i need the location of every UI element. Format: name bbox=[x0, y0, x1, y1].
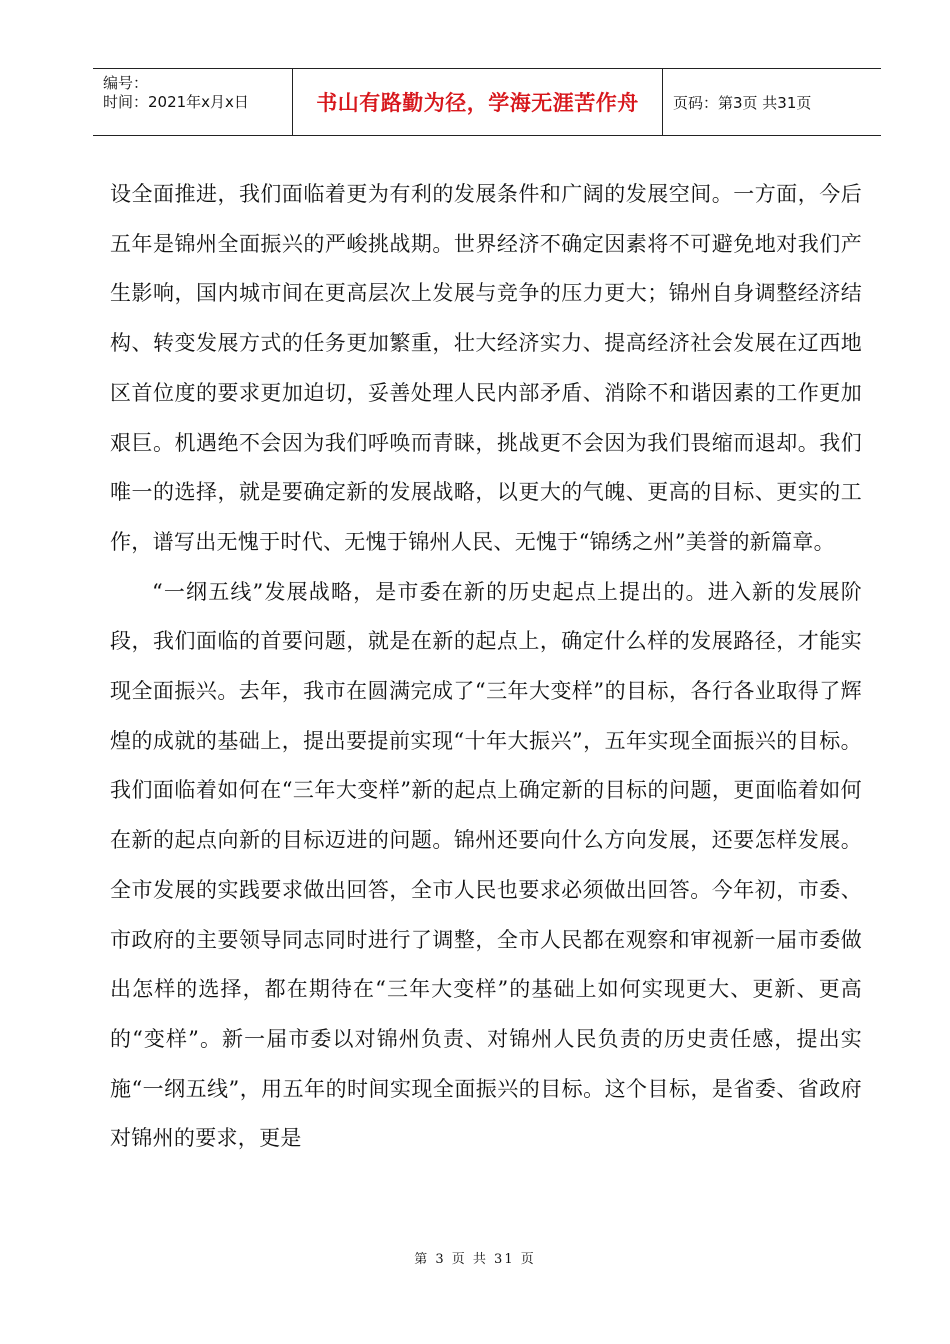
document-time-label: 时间：2021年x月x日 bbox=[103, 93, 249, 111]
header-page-cell bbox=[663, 69, 881, 135]
header-meta-cell bbox=[93, 69, 293, 135]
document-number-label: 编号： bbox=[103, 74, 149, 92]
document-body bbox=[110, 170, 862, 1164]
header-motto-cell bbox=[293, 69, 663, 135]
page-footer: 第 3 页 共 31 页 bbox=[414, 1252, 536, 1267]
paragraph-strategy: “一纲五线”发展战略，是市委在新的历史起点上提出的。进入新的发展阶段，我们面临的首要问题，就是在新的起点上，确定什么样的发展路径，才能实现全面振兴。去年，我市在圆满完成了“三年大变样”的目标，各行各业取得了辉煌的成就的基础上，提出要提前实现“十年大振兴”，五年实现全面振兴的目标。我们面临着如何在“三年大变样”新的起点上确定新的目标的问题，更面临着如何在新的起点向新的目标迈进的问题。锦州还要向什么方向发展，还要怎样发展。全市发展的实践要求做出回答，全市人民也要求必须做出回答。今年初，市委、市政府的主要领导同志同时进行了调整，全市人民都在观察和审视新一届市委做出怎样的选择，都在期待在“三年大变样”的基础上如何实现更大、更新、更高的“变样”。新一届市委以对锦州负责、对锦州人民负责的历史责任感，提出实施“一纲五线”，用五年的时间实现全面振兴的目标。这个目标，是省委、省政府对锦州的要求，更是 bbox=[110, 579, 862, 1151]
page-header bbox=[93, 68, 881, 136]
header-motto: 书山有路勤为径，学海无涯苦作舟 bbox=[316, 90, 639, 115]
header-page-info: 页码：第3页 共31页 bbox=[673, 93, 812, 112]
paragraph-continued: 设全面推进，我们面临着更为有利的发展条件和广阔的发展空间。一方面，今后五年是锦州全面振兴的严峻挑战期。世界经济不确定因素将不可避免地对我们产生影响，国内城市间在更高层次上发展与竞争的压力更大；锦州自身调整经济结构、转变发展方式的任务更加繁重，壮大经济实力、提高经济社会发展在辽西地区首位度的要求更加迫切，妥善处理人民内部矛盾、消除不和谐因素的工作更加艰巨。机遇绝不会因为我们呼唤而青睐，挑战更不会因为我们畏缩而退却。我们唯一的选择，就是要确定新的发展战略，以更大的气魄、更高的目标、更实的工作，谱写出无愧于时代、无愧于锦州人民、无愧于“锦绣之州”美誉的新篇章。 bbox=[110, 182, 862, 554]
